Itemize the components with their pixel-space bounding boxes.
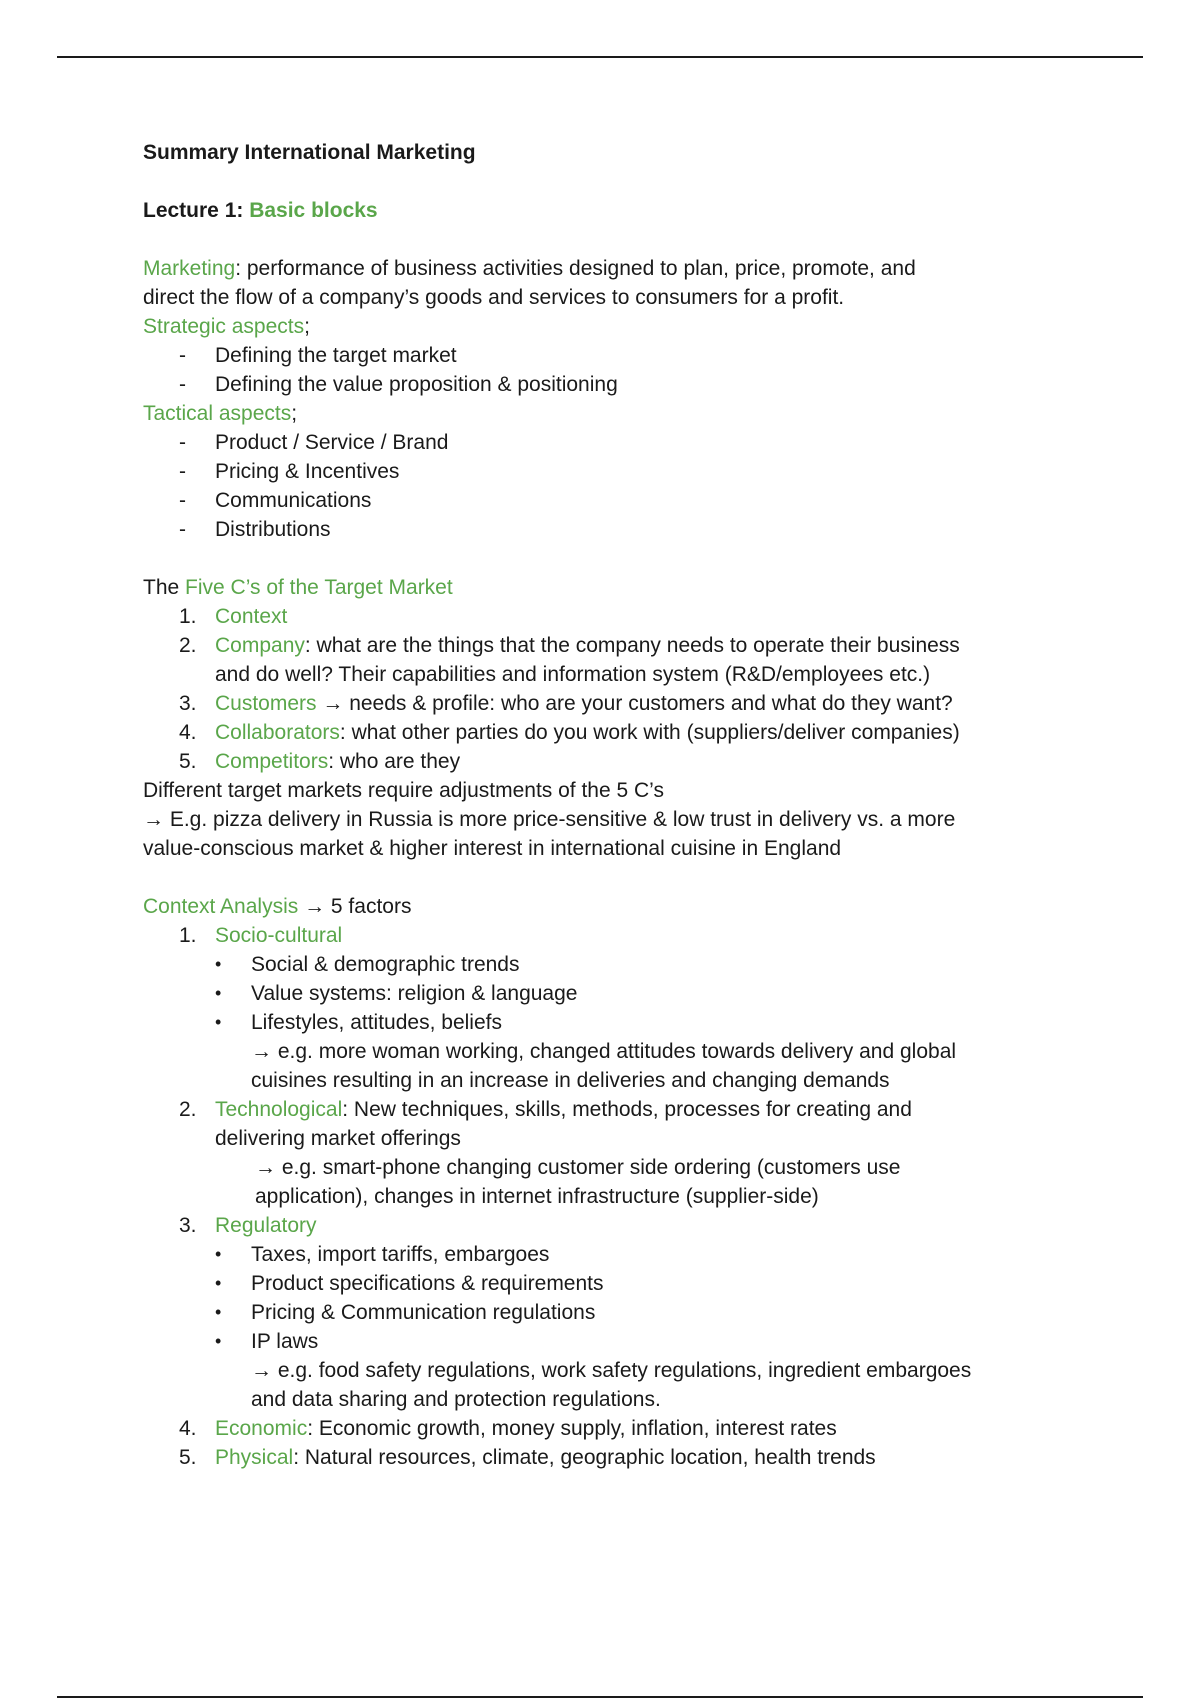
context-factor (143, 921, 1103, 950)
marketing-definition (143, 254, 1103, 283)
list-number: 5. (179, 750, 197, 773)
list-number: 1. (179, 924, 197, 947)
regulatory-bullet (143, 1240, 1103, 1269)
context-analysis-term: Context Analysis (143, 895, 299, 918)
header-rule (57, 56, 1143, 58)
context-analysis-heading (143, 892, 1103, 921)
dash-marker: - (179, 518, 186, 541)
five-cs-term: Five C’s of the Target Market (185, 576, 453, 599)
context-factor-term: Economic (215, 1417, 308, 1440)
strategic-suffix: ; (304, 315, 310, 338)
tactical-item (143, 428, 1103, 457)
five-cs-item (143, 689, 1103, 718)
five-cs-item (143, 602, 1103, 631)
context-factor-term: Socio-cultural (215, 924, 343, 947)
five-cs-example-2: value-conscious market & higher interest in international cuisine in England (143, 837, 842, 860)
bullet-marker: • (215, 954, 222, 974)
tech-text-continued: delivering market offerings (215, 1127, 461, 1150)
tactical-item (143, 486, 1103, 515)
tactical-item (143, 457, 1103, 486)
strategic-item (143, 370, 1103, 399)
context-factor (143, 1211, 1103, 1240)
five-cs-prefix: The (143, 576, 186, 599)
tactical-item (143, 515, 1103, 544)
context-analysis-suffix: → 5 factors (298, 895, 412, 918)
list-number: 5. (179, 1446, 197, 1469)
five-cs-item (143, 631, 1103, 660)
regulatory-example-2: and data sharing and protection regulations. (251, 1388, 661, 1411)
strategic-term: Strategic aspects (143, 315, 305, 338)
five-cs-heading (143, 573, 1103, 602)
bullet-marker: • (215, 1273, 222, 1293)
context-factor-text: : Economic growth, money supply, inflation, interest rates (307, 1417, 837, 1440)
tech-example-1: → e.g. smart-phone changing customer side ordering (customers use (255, 1156, 901, 1179)
context-factor (143, 1414, 1103, 1443)
socio-example-2: cuisines resulting in an increase in deliveries and changing demands (251, 1069, 890, 1092)
context-factor-term: Physical (215, 1446, 294, 1469)
dash-marker: - (179, 344, 186, 367)
socio-example-1: → e.g. more woman working, changed attitudes towards delivery and global (251, 1040, 957, 1063)
marketing-def-2: direct the flow of a company’s goods and services to consumers for a profit. (143, 286, 845, 309)
regulatory-bullet (143, 1269, 1103, 1298)
five-cs-item-text: : what other parties do you work with (suppliers/deliver companies) (339, 721, 960, 744)
context-factor (143, 1443, 1103, 1472)
dash-marker: - (179, 489, 186, 512)
lecture-name: Basic blocks (249, 199, 378, 222)
context-factor-term: Technological (215, 1098, 343, 1121)
context-factor (143, 1095, 1103, 1124)
list-number: 4. (179, 1417, 197, 1440)
bullet-marker: • (215, 1331, 222, 1351)
list-number: 2. (179, 634, 197, 657)
tactical-item-text: Distributions (215, 518, 331, 541)
bullet-marker: • (215, 1244, 222, 1264)
list-number: 3. (179, 692, 197, 715)
regulatory-example-1: → e.g. food safety regulations, work safety regulations, ingredient embargoes (251, 1359, 972, 1382)
bullet-text: IP laws (251, 1330, 319, 1353)
five-cs-item-text: : who are they (328, 750, 461, 773)
tactical-suffix: ; (291, 402, 298, 425)
list-number: 1. (179, 605, 197, 628)
five-cs-item (143, 718, 1103, 747)
dash-marker: - (179, 373, 186, 396)
five-cs-example-1: → E.g. pizza delivery in Russia is more price-sensitive & low trust in delivery vs. a more (143, 808, 956, 831)
context-factor-text: : Natural resources, climate, geographic location, health trends (293, 1446, 876, 1469)
five-cs-item-term: Customers (215, 692, 317, 715)
tech-example-2: application), changes in internet infrastructure (supplier-side) (255, 1185, 819, 1208)
five-cs-item-term: Company (215, 634, 305, 657)
tactical-item-text: Product / Service / Brand (215, 431, 449, 454)
socio-bullet (143, 979, 1103, 1008)
bullet-marker: • (215, 1012, 222, 1032)
socio-bullet (143, 1008, 1103, 1037)
five-cs-item (143, 747, 1103, 776)
strategic-item-text: Defining the target market (215, 344, 457, 367)
marketing-def-1: : performance of business activities designed to plan, price, promote, and (235, 257, 916, 280)
document-title: Summary International Marketing (143, 141, 476, 164)
regulatory-bullet (143, 1327, 1103, 1356)
tactical-heading (143, 399, 1103, 428)
five-cs-item-text: : what are the things that the company needs to operate their business (304, 634, 960, 657)
tactical-item-text: Communications (215, 489, 372, 512)
context-factor-term: Regulatory (215, 1214, 317, 1237)
strategic-heading (143, 312, 1103, 341)
list-number: 2. (179, 1098, 197, 1121)
list-number: 4. (179, 721, 197, 744)
five-cs-item-term: Collaborators (215, 721, 340, 744)
list-number: 3. (179, 1214, 197, 1237)
socio-bullet (143, 950, 1103, 979)
bullet-text: Social & demographic trends (251, 953, 520, 976)
document-body (143, 138, 1103, 1472)
marketing-term: Marketing (143, 257, 236, 280)
footer-rule (57, 1696, 1143, 1698)
five-cs-item-term: Context (215, 605, 288, 628)
five-cs-item-text: → needs & profile: who are your customers and what do they want? (316, 692, 953, 715)
lecture-heading (143, 196, 1103, 225)
tactical-item-text: Pricing & Incentives (215, 460, 400, 483)
context-factor-text: : New techniques, skills, methods, processes for creating and (342, 1098, 912, 1121)
lecture-prefix: Lecture 1: (143, 199, 250, 222)
five-cs-item-term: Competitors (215, 750, 329, 773)
five-cs-item-continued: and do well? Their capabilities and information system (R&D/employees etc.) (215, 663, 931, 686)
strategic-item-text: Defining the value proposition & positioning (215, 373, 618, 396)
bullet-marker: • (215, 1302, 222, 1322)
bullet-text: Product specifications & requirements (251, 1272, 604, 1295)
bullet-text: Pricing & Communication regulations (251, 1301, 596, 1324)
bullet-text: Value systems: religion & language (251, 982, 578, 1005)
dash-marker: - (179, 431, 186, 454)
regulatory-bullet (143, 1298, 1103, 1327)
bullet-text: Lifestyles, attitudes, beliefs (251, 1011, 502, 1034)
bullet-marker: • (215, 983, 222, 1003)
strategic-item (143, 341, 1103, 370)
dash-marker: - (179, 460, 186, 483)
five-cs-note: Different target markets require adjustments of the 5 C’s (143, 779, 664, 802)
bullet-text: Taxes, import tariffs, embargoes (251, 1243, 550, 1266)
tactical-term: Tactical aspects (143, 402, 292, 425)
